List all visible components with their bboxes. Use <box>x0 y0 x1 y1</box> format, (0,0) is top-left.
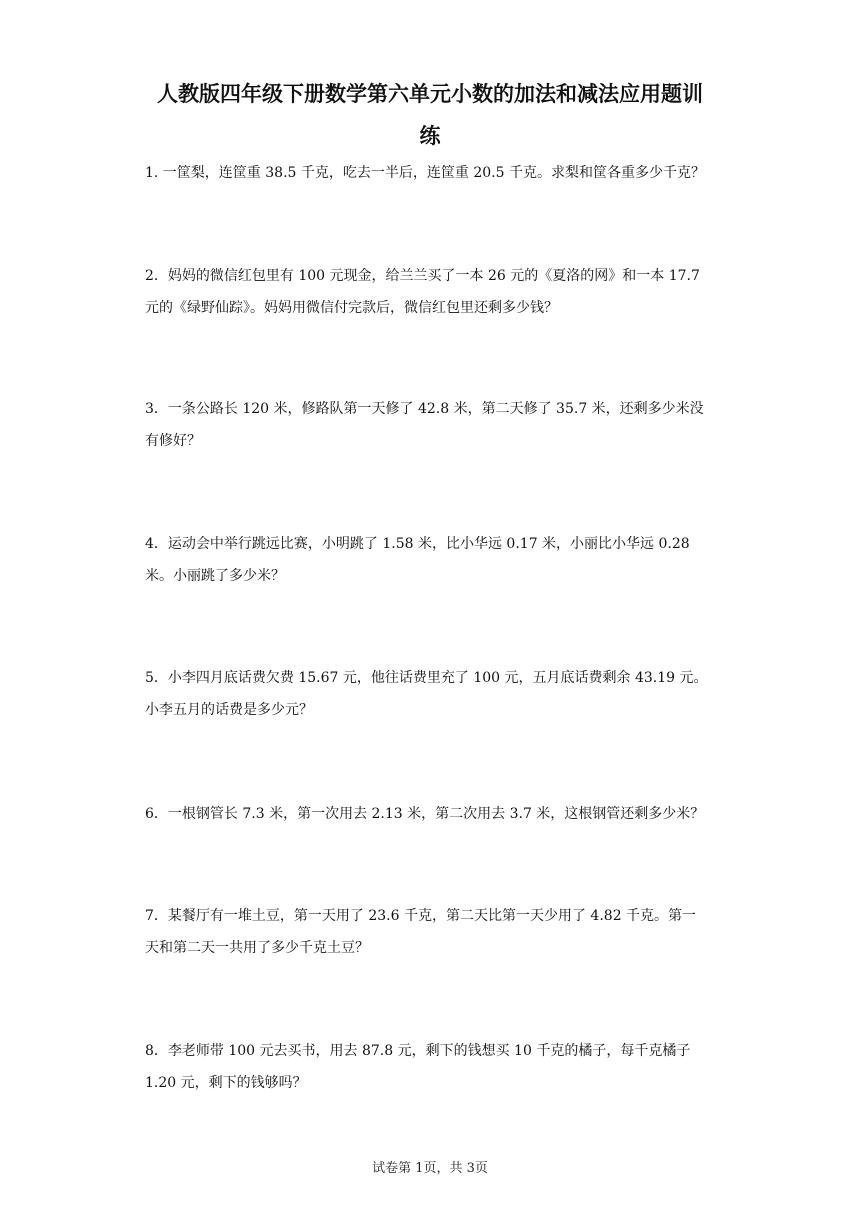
question-3 <box>145 393 720 457</box>
page-footer: 试卷第 1页，共 3页 <box>372 1161 488 1176</box>
question-text-line: 1.20 元，剩下的钱够吗？ <box>145 1075 307 1091</box>
question-text-line: 有修好？ <box>145 433 201 449</box>
question-text-line: 1. 一筐梨，连筐重 38.5 千克，吃去一半后，连筐重 20.5 千克。求梨和筐各重多少千克？ <box>145 165 705 181</box>
question-text-line: 2．妈妈的微信红包里有 100 元现金，给兰兰买了一本 26 元的《夏洛的网》和一本 17.7 <box>145 268 700 284</box>
question-4 <box>145 528 720 592</box>
question-6 <box>145 798 720 830</box>
question-text-line: 米。小丽跳了多少米？ <box>145 568 285 584</box>
page-title: 人教版四年级下册数学第六单元小数的加法和减法应用题训 <box>157 82 703 106</box>
question-text-line: 4．运动会中举行跳远比赛，小明跳了 1.58 米，比小华远 0.17 米，小丽比小华远 0.28 <box>145 536 690 552</box>
page-title-continuation: 练 <box>419 124 441 148</box>
question-text-line: 6．一根钢管长 7.3 米，第一次用去 2.13 米，第二次用去 3.7 米，这根钢管还剩多少米？ <box>145 806 705 822</box>
question-text-line: 小李五月的话费是多少元？ <box>145 702 313 718</box>
question-text-line: 8．李老师带 100 元去买书，用去 87.8 元，剩下的钱想买 10 千克的橘子，每千克橘子 <box>145 1043 691 1059</box>
question-1 <box>145 157 720 189</box>
question-5 <box>145 662 720 726</box>
question-8 <box>145 1035 720 1099</box>
question-text-line: 元的《绿野仙踪》。妈妈用微信付完款后，微信红包里还剩多少钱？ <box>145 300 558 316</box>
question-7 <box>145 900 720 964</box>
question-text-line: 5．小李四月底话费欠费 15.67 元，他往话费里充了 100 元，五月底话费剩余 43.19 元。 <box>145 670 708 686</box>
question-text-line: 天和第二天一共用了多少千克土豆？ <box>145 940 369 956</box>
question-text-line: 3．一条公路长 120 米，修路队第一天修了 42.8 米，第二天修了 35.7 米，还剩多少米没 <box>145 401 704 417</box>
question-text-line: 7．某餐厅有一堆土豆，第一天用了 23.6 千克，第二天比第一天少用了 4.82 千克。第一 <box>145 908 697 924</box>
question-2 <box>145 260 720 324</box>
